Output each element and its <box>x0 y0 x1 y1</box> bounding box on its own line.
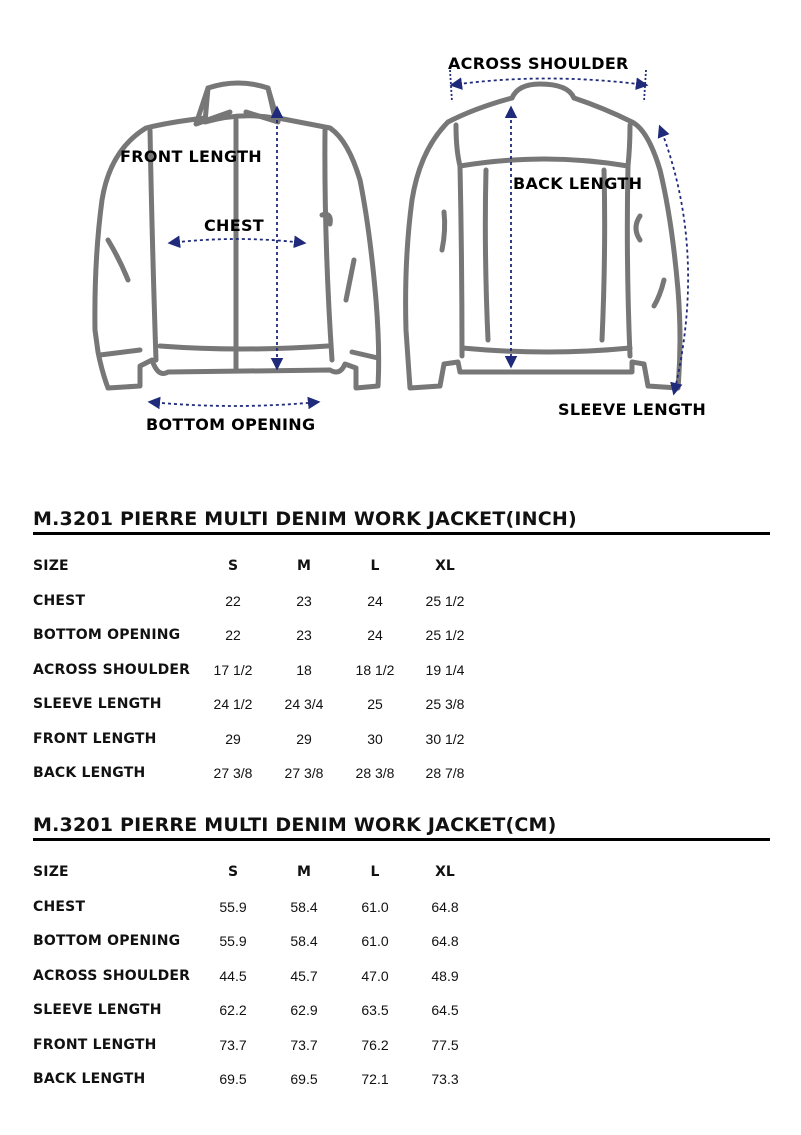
row-label: BOTTOM OPENING <box>33 627 181 643</box>
bottom-opening-arrow <box>150 402 318 406</box>
table-row <box>0 1037 801 1057</box>
table-title: M.3201 PIERRE MULTI DENIM WORK JACKET(INCH) <box>33 508 577 530</box>
header-m: M <box>297 864 311 880</box>
cell-l: 61.0 <box>361 899 389 915</box>
front-jacket-outline <box>95 83 379 388</box>
cell-xl: 48.9 <box>431 968 459 984</box>
cell-l: 72.1 <box>361 1071 389 1087</box>
cell-m: 29 <box>296 731 312 747</box>
table-title: M.3201 PIERRE MULTI DENIM WORK JACKET(CM) <box>33 814 557 836</box>
cell-s: 55.9 <box>219 933 247 949</box>
back-length-label: BACK LENGTH <box>513 174 643 193</box>
row-label: FRONT LENGTH <box>33 731 157 747</box>
cell-xl: 77.5 <box>431 1037 459 1053</box>
table-header-row <box>0 864 801 884</box>
measurement-arrows <box>150 79 688 407</box>
cell-s: 55.9 <box>219 899 247 915</box>
table-row <box>0 662 801 682</box>
chest-label: CHEST <box>204 216 264 235</box>
row-label: SLEEVE LENGTH <box>33 1002 162 1018</box>
cell-s: 29 <box>225 731 241 747</box>
row-label: CHEST <box>33 899 86 915</box>
table-row <box>0 1002 801 1022</box>
table-row <box>0 696 801 716</box>
cell-l: 61.0 <box>361 933 389 949</box>
bottom-opening-label: BOTTOM OPENING <box>146 415 316 434</box>
cell-l: 30 <box>367 731 383 747</box>
row-label: ACROSS SHOULDER <box>33 968 191 984</box>
front-length-label: FRONT LENGTH <box>120 147 262 166</box>
cell-m: 23 <box>296 627 312 643</box>
cell-m: 58.4 <box>290 933 318 949</box>
cell-m: 58.4 <box>290 899 318 915</box>
cell-xl: 73.3 <box>431 1071 459 1087</box>
jacket-diagram <box>0 0 801 470</box>
cell-l: 47.0 <box>361 968 389 984</box>
cell-l: 24 <box>367 593 383 609</box>
cell-l: 25 <box>367 696 383 712</box>
across-shoulder-label: ACROSS SHOULDER <box>448 54 629 73</box>
cell-xl: 64.8 <box>431 899 459 915</box>
header-size: SIZE <box>33 864 69 880</box>
cell-m: 73.7 <box>290 1037 318 1053</box>
title-rule <box>33 532 770 535</box>
header-l: L <box>370 558 380 574</box>
cell-l: 24 <box>367 627 383 643</box>
row-label: BACK LENGTH <box>33 1071 146 1087</box>
cell-xl: 25 1/2 <box>425 627 465 643</box>
cell-s: 22 <box>225 627 241 643</box>
cell-s: 17 1/2 <box>213 662 253 678</box>
cell-xl: 64.5 <box>431 1002 459 1018</box>
header-size: SIZE <box>33 558 69 574</box>
header-xl: XL <box>435 864 455 880</box>
header-l: L <box>370 864 380 880</box>
cell-l: 28 3/8 <box>355 765 395 781</box>
cell-l: 63.5 <box>361 1002 389 1018</box>
cell-xl: 19 1/4 <box>425 662 465 678</box>
header-s: S <box>227 864 239 880</box>
header-xl: XL <box>435 558 455 574</box>
cell-m: 45.7 <box>290 968 318 984</box>
cell-s: 24 1/2 <box>213 696 253 712</box>
table-row <box>0 899 801 919</box>
sleeve-length-label: SLEEVE LENGTH <box>558 400 707 419</box>
header-m: M <box>297 558 311 574</box>
title-rule <box>33 838 770 841</box>
table-row <box>0 731 801 751</box>
cell-m: 18 <box>296 662 312 678</box>
cell-l: 76.2 <box>361 1037 389 1053</box>
row-label: BACK LENGTH <box>33 765 146 781</box>
table-row <box>0 1071 801 1091</box>
cell-m: 23 <box>296 593 312 609</box>
table-row <box>0 933 801 953</box>
row-label: CHEST <box>33 593 86 609</box>
header-s: S <box>227 558 239 574</box>
cell-xl: 25 1/2 <box>425 593 465 609</box>
cell-xl: 25 3/8 <box>425 696 465 712</box>
cell-m: 62.9 <box>290 1002 318 1018</box>
cell-s: 69.5 <box>219 1071 247 1087</box>
table-row <box>0 765 801 785</box>
cell-xl: 28 7/8 <box>425 765 465 781</box>
table-header-row <box>0 558 801 578</box>
row-label: ACROSS SHOULDER <box>33 662 191 678</box>
table-row <box>0 593 801 613</box>
table-row <box>0 968 801 988</box>
row-label: FRONT LENGTH <box>33 1037 157 1053</box>
cell-s: 27 3/8 <box>213 765 253 781</box>
cell-xl: 64.8 <box>431 933 459 949</box>
cell-s: 62.2 <box>219 1002 247 1018</box>
table-row <box>0 627 801 647</box>
cell-xl: 30 1/2 <box>425 731 465 747</box>
cell-m: 69.5 <box>290 1071 318 1087</box>
cell-m: 24 3/4 <box>284 696 324 712</box>
row-label: SLEEVE LENGTH <box>33 696 162 712</box>
cell-s: 73.7 <box>219 1037 247 1053</box>
row-label: BOTTOM OPENING <box>33 933 181 949</box>
back-jacket-outline <box>406 84 680 388</box>
cell-s: 44.5 <box>219 968 247 984</box>
cell-l: 18 1/2 <box>355 662 395 678</box>
cell-s: 22 <box>225 593 241 609</box>
cell-m: 27 3/8 <box>284 765 324 781</box>
